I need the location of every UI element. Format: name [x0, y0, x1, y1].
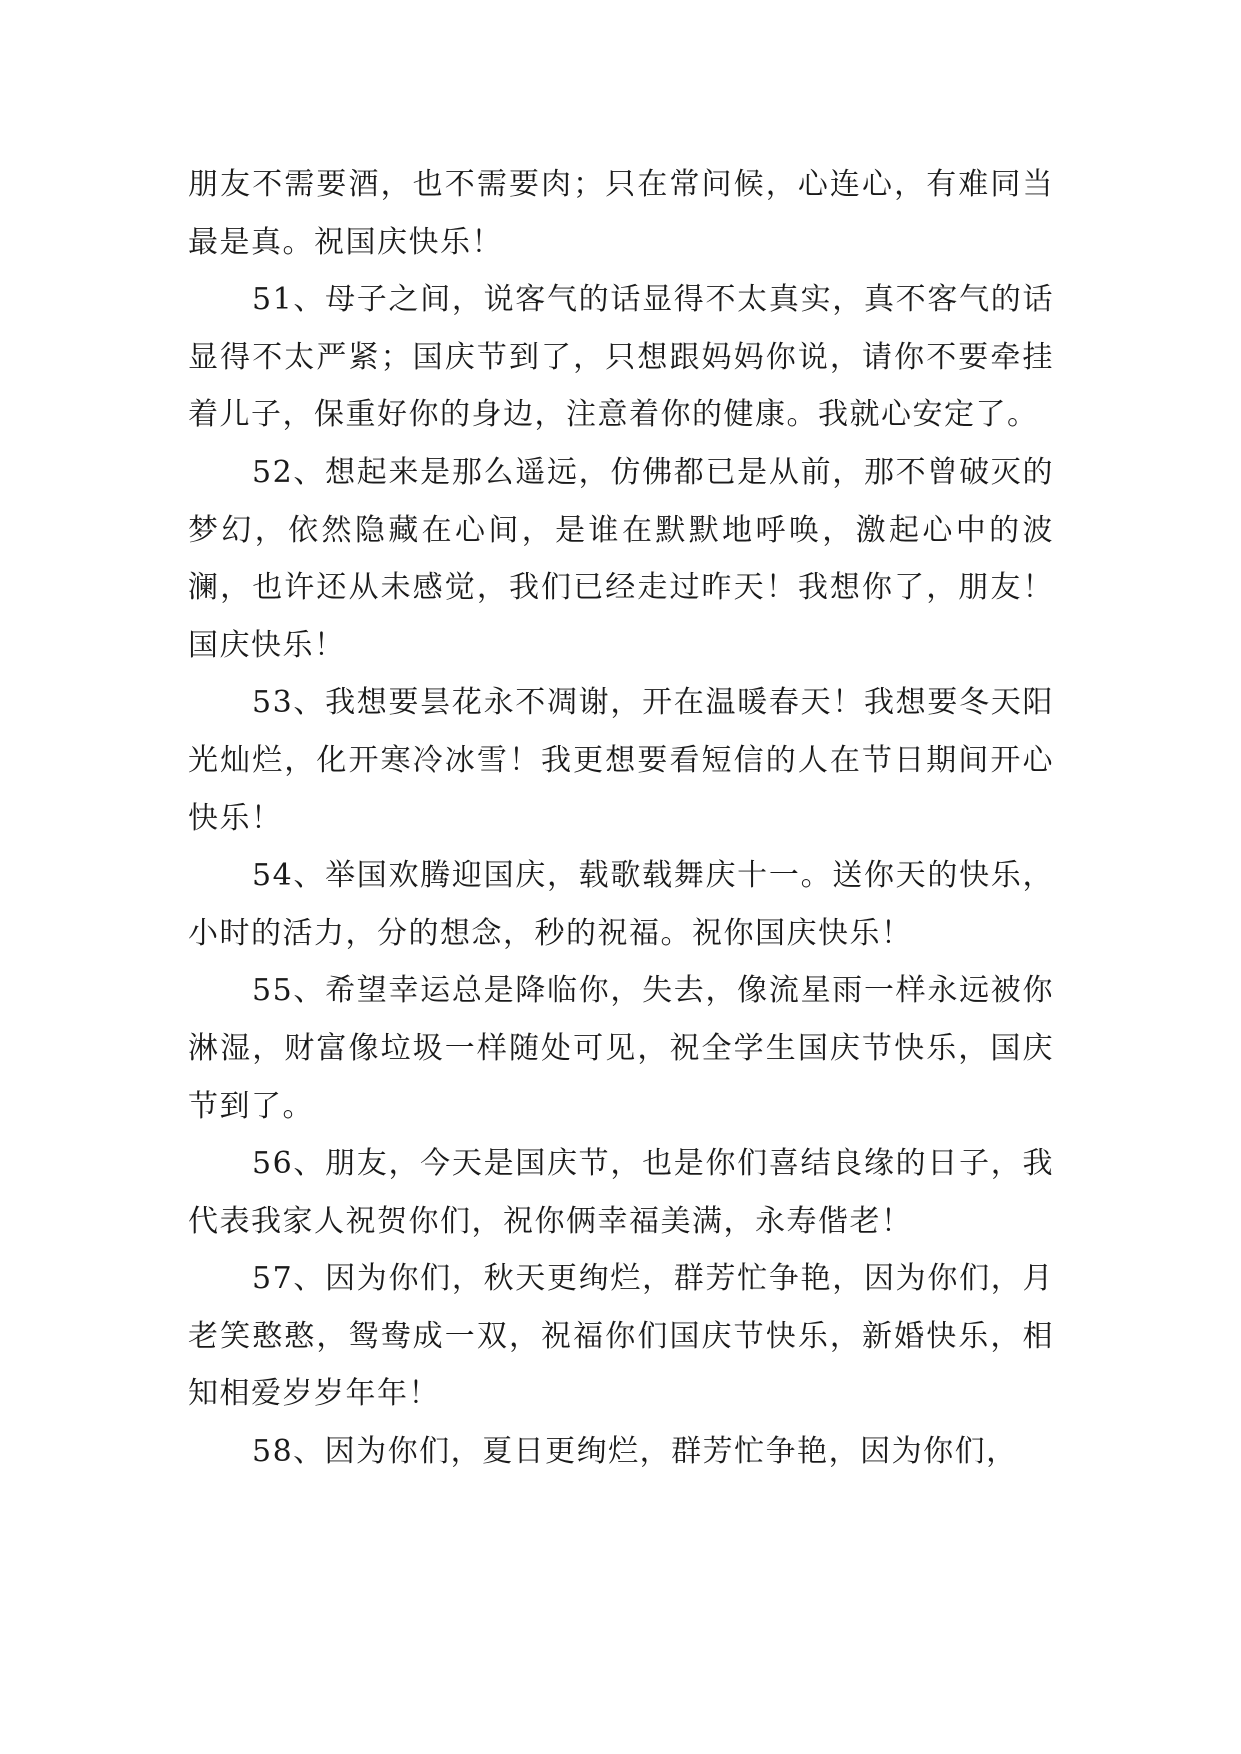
paragraph: 58、因为你们，夏日更绚烂，群芳忙争艳，因为你们， — [252, 1434, 1018, 1470]
document-body — [188, 156, 1054, 1481]
paragraph: 朋友不需要酒，也不需要肉；只在常问候，心连心，有难同当最是真。祝国庆快乐！ — [188, 167, 1054, 260]
paragraph: 57、因为你们，秋天更绚烂，群芳忙争艳，因为你们，月老笑憨憨，鸳鸯成一双，祝福你们国庆节快乐，新婚快乐，相知相爱岁岁年年！ — [188, 1261, 1054, 1412]
paragraph: 52、想起来是那么遥远，仿佛都已是从前，那不曾破灭的梦幻，依然隐藏在心间，是谁在默默地呼唤，激起心中的波澜，也许还从未感觉，我们已经走过昨天！我想你了，朋友！国庆快乐！ — [188, 454, 1054, 663]
paragraph: 56、朋友，今天是国庆节，也是你们喜结良缘的日子，我代表我家人祝贺你们，祝你俩幸福美满，永寿偕老！ — [188, 1146, 1054, 1239]
paragraph: 51、母子之间，说客气的话显得不太真实，真不客气的话显得不太严紧；国庆节到了，只想跟妈妈你说，请你不要牵挂着儿子，保重好你的身边，注意着你的健康。我就心安定了。 — [188, 282, 1054, 433]
paragraph: 53、我想要昙花永不凋谢，开在温暖春天！我想要冬天阳光灿烂，化开寒冷冰雪！我更想要看短信的人在节日期间开心快乐！ — [188, 685, 1054, 836]
paragraph: 55、希望幸运总是降临你，失去，像流星雨一样永远被你淋湿，财富像垃圾一样随处可见，祝全学生国庆节快乐，国庆节到了。 — [188, 973, 1054, 1124]
paragraph: 54、举国欢腾迎国庆，载歌载舞庆十一。送你天的快乐，小时的活力，分的想念，秒的祝福。祝你国庆快乐！ — [188, 858, 1054, 951]
